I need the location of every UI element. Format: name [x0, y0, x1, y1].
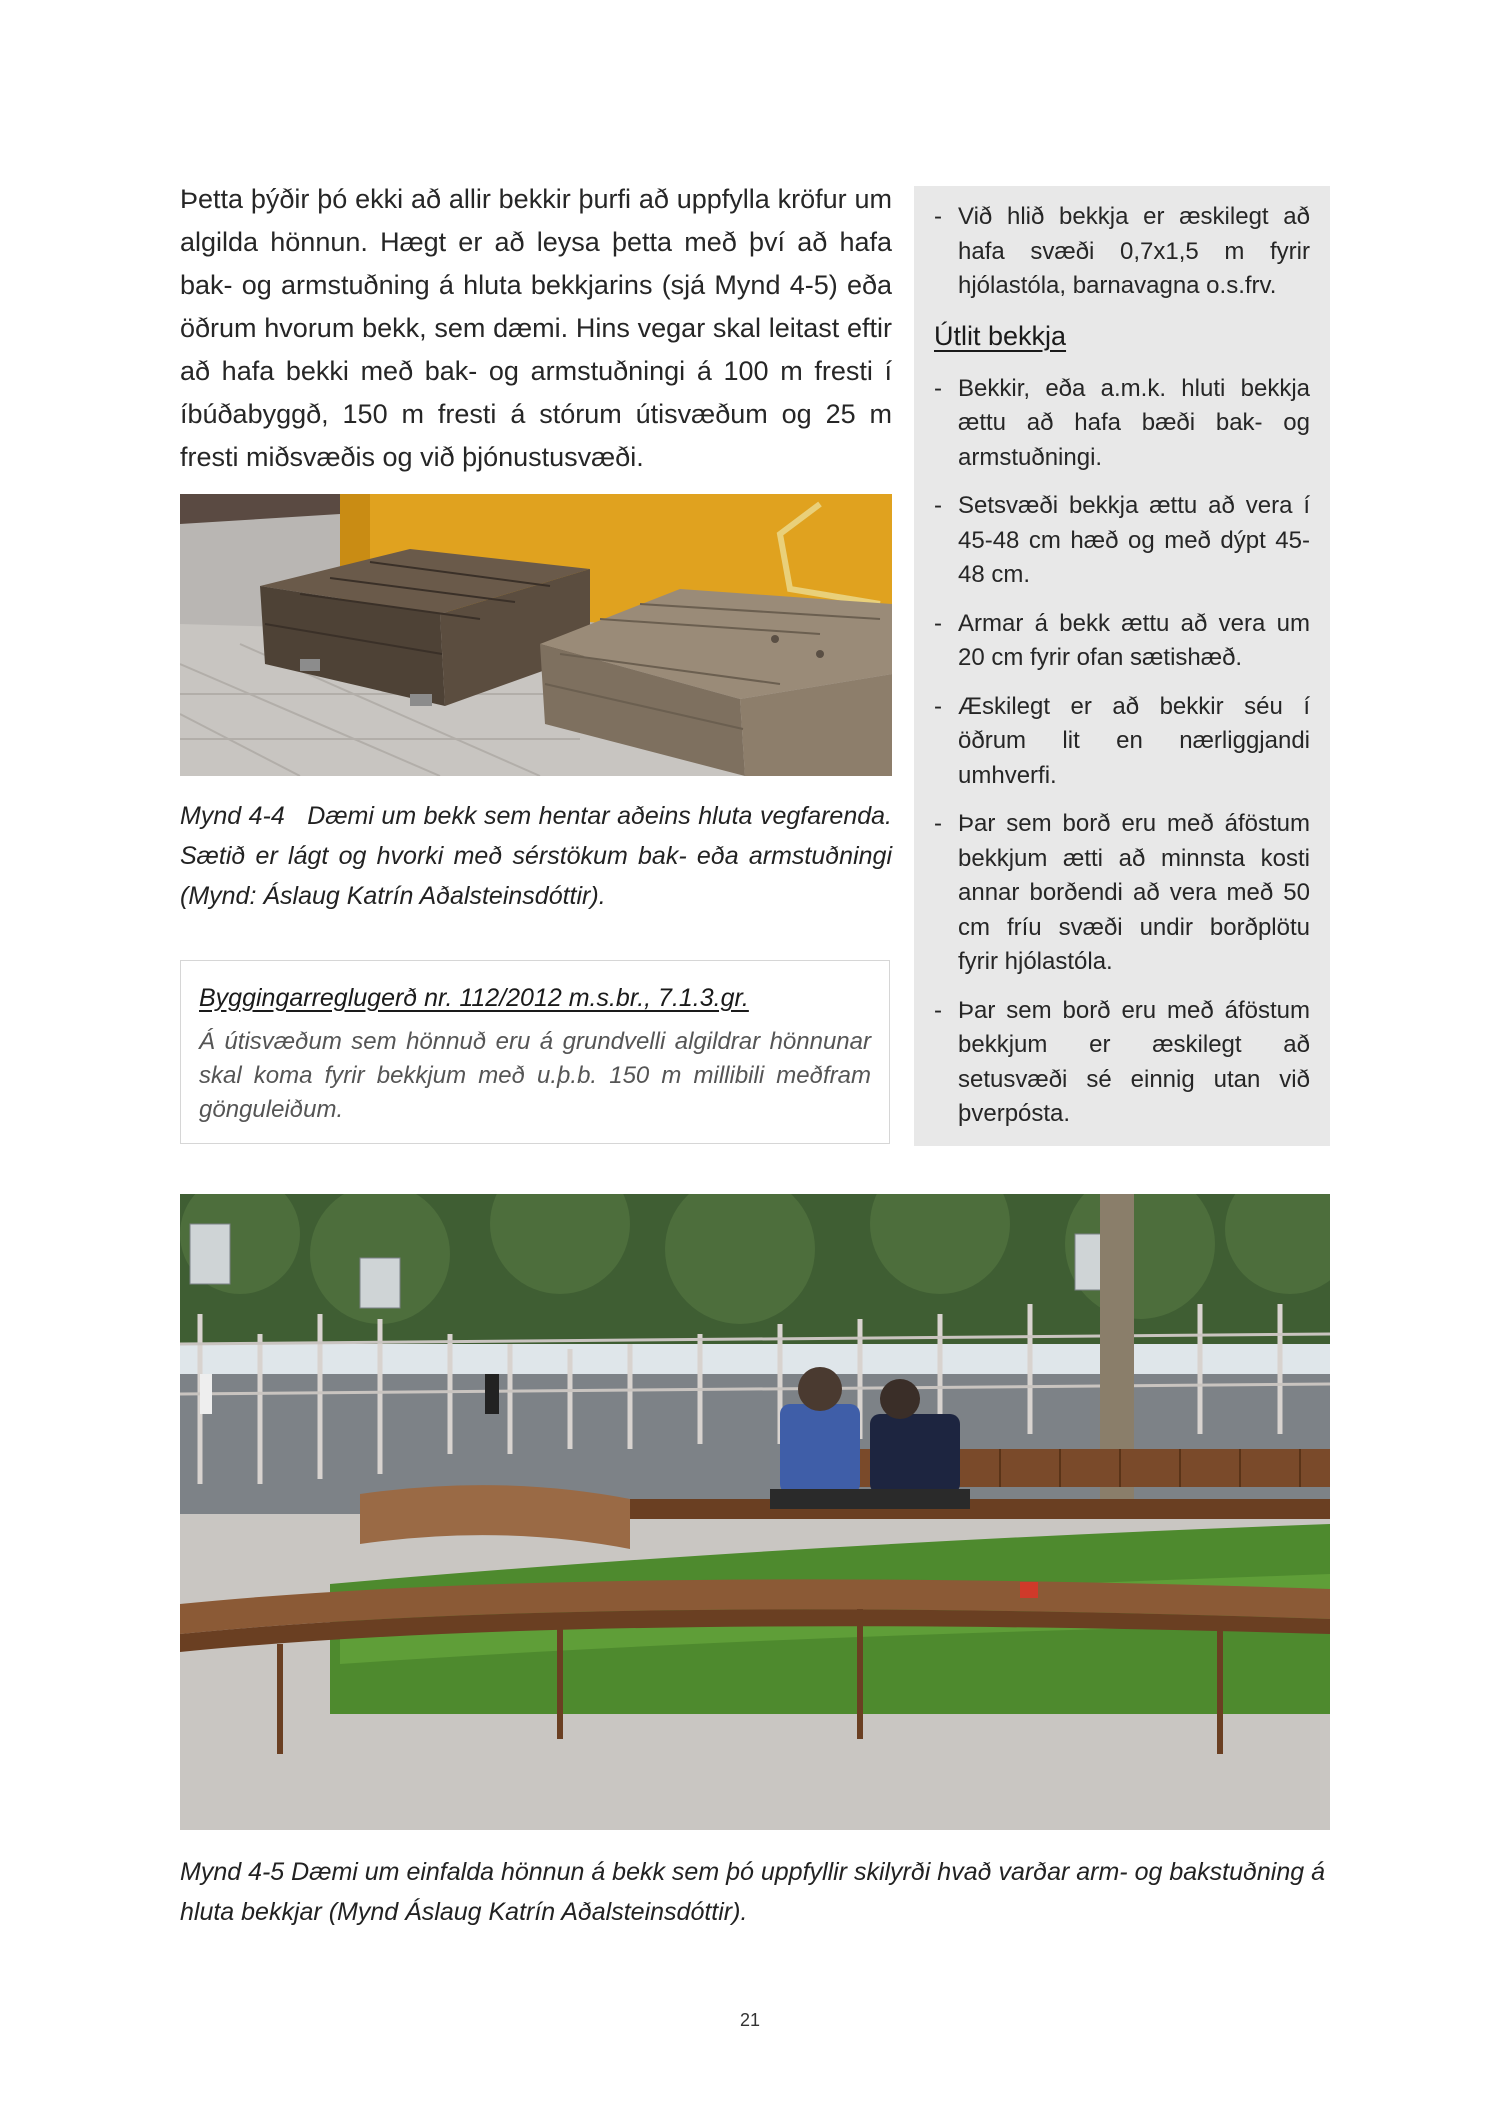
regulation-box — [180, 960, 890, 1144]
list-item — [934, 200, 1310, 304]
list-item — [934, 489, 1310, 593]
figure-4-5-photo — [180, 1194, 1330, 1830]
list-dash: - — [934, 492, 942, 519]
curved-bench-photo — [180, 1194, 1330, 1830]
list-dash: - — [934, 810, 942, 837]
figure-4-5-caption: Mynd 4-5 Dæmi um einfalda hönnun á bekk sem þó uppfyllir skilyrði hvað varðar arm- og bakstuðning á hluta bekkjar (Mynd Áslaug Katrín Aðalsteinsdóttir). — [180, 1858, 1326, 1926]
sidebar-list — [934, 372, 1310, 1132]
figure-4-4-caption-text: Dæmi um bekk sem hentar aðeins hluta vegfarenda. Sætið er lágt og hvorki með sérstökum bak- eða armstuðningi (Mynd: Áslaug Katrín Aðalsteinsdóttir). — [180, 802, 892, 910]
sidebar-heading: Útlit bekkja — [934, 320, 1067, 351]
bench-blocks-photo — [180, 494, 892, 776]
sidebar-panel — [914, 186, 1330, 1146]
list-dash: - — [934, 374, 942, 402]
list-item-text: Setsvæði bekkja ættu að vera í 45-48 cm hæð og með dýpt 45-48 cm. — [958, 492, 1310, 588]
regulation-title: Byggingarreglugerð nr. 112/2012 m.s.br., 7.1.3.gr. — [199, 984, 749, 1012]
figure-4-4-photo — [180, 494, 892, 776]
list-item-text: Þar sem borð eru með áföstum bekkjum ætti að minnsta kosti annar borðendi að vera með 50 cm fríu svæði undir borðplötu fyrir hjólastóla. — [958, 810, 1310, 975]
list-dash: - — [934, 609, 942, 637]
list-item — [934, 607, 1310, 676]
list-item-text: Bekkir, eða a.m.k. hluti bekkja ættu að hafa bæði bak- og armstuðningi. — [958, 374, 1310, 471]
list-item-text: Armar á bekk ættu að vera um 20 cm fyrir ofan sætishæð. — [958, 609, 1310, 671]
list-dash: - — [934, 996, 942, 1024]
list-dash: - — [934, 203, 942, 230]
list-dash: - — [934, 692, 942, 720]
list-item — [934, 690, 1310, 794]
list-item-text: Þar sem borð eru með áföstum bekkjum er æskilegt að setusvæði sé einnig utan við þverpósta. — [958, 996, 1310, 1127]
figure-4-4-label: Mynd 4-4 — [180, 802, 285, 830]
list-item — [934, 372, 1310, 476]
regulation-text: Á útisvæðum sem hönnuð eru á grundvelli algildrar hönnunar skal koma fyrir bekkjum með u.þ.b. 150 m millibili meðfram gönguleiðum. — [199, 1028, 871, 1123]
list-item-text: Við hlið bekkja er æskilegt að hafa svæði 0,7x1,5 m fyrir hjólastóla, barnavagna o.s.frv. — [958, 203, 1310, 299]
list-item-text: Æskilegt er að bekkir séu í öðrum lit en nærliggjandi umhverfi. — [958, 692, 1310, 789]
intro-paragraph: Þetta þýðir þó ekki að allir bekkir þurfi að uppfylla kröfur um algilda hönnun. Hægt er að leysa þetta með því að hafa bak- og armstuðning á hluta bekkjarins (sjá Mynd 4-5) eða öðrum hvorum bekk, sem dæmi. Hins vegar skal leitast eftir að hafa bekki með bak- og armstuðningi á 100 m fresti í íbúðabyggð, 150 m fresti á stórum útisvæðum og 25 m fresti miðsvæðis og við þjónustusvæði. — [180, 184, 892, 472]
list-item — [934, 994, 1310, 1132]
page-number: 21 — [739, 2010, 761, 2030]
figure-4-4-caption — [180, 796, 892, 916]
list-item — [934, 807, 1310, 980]
sidebar-top-list — [934, 200, 1310, 304]
